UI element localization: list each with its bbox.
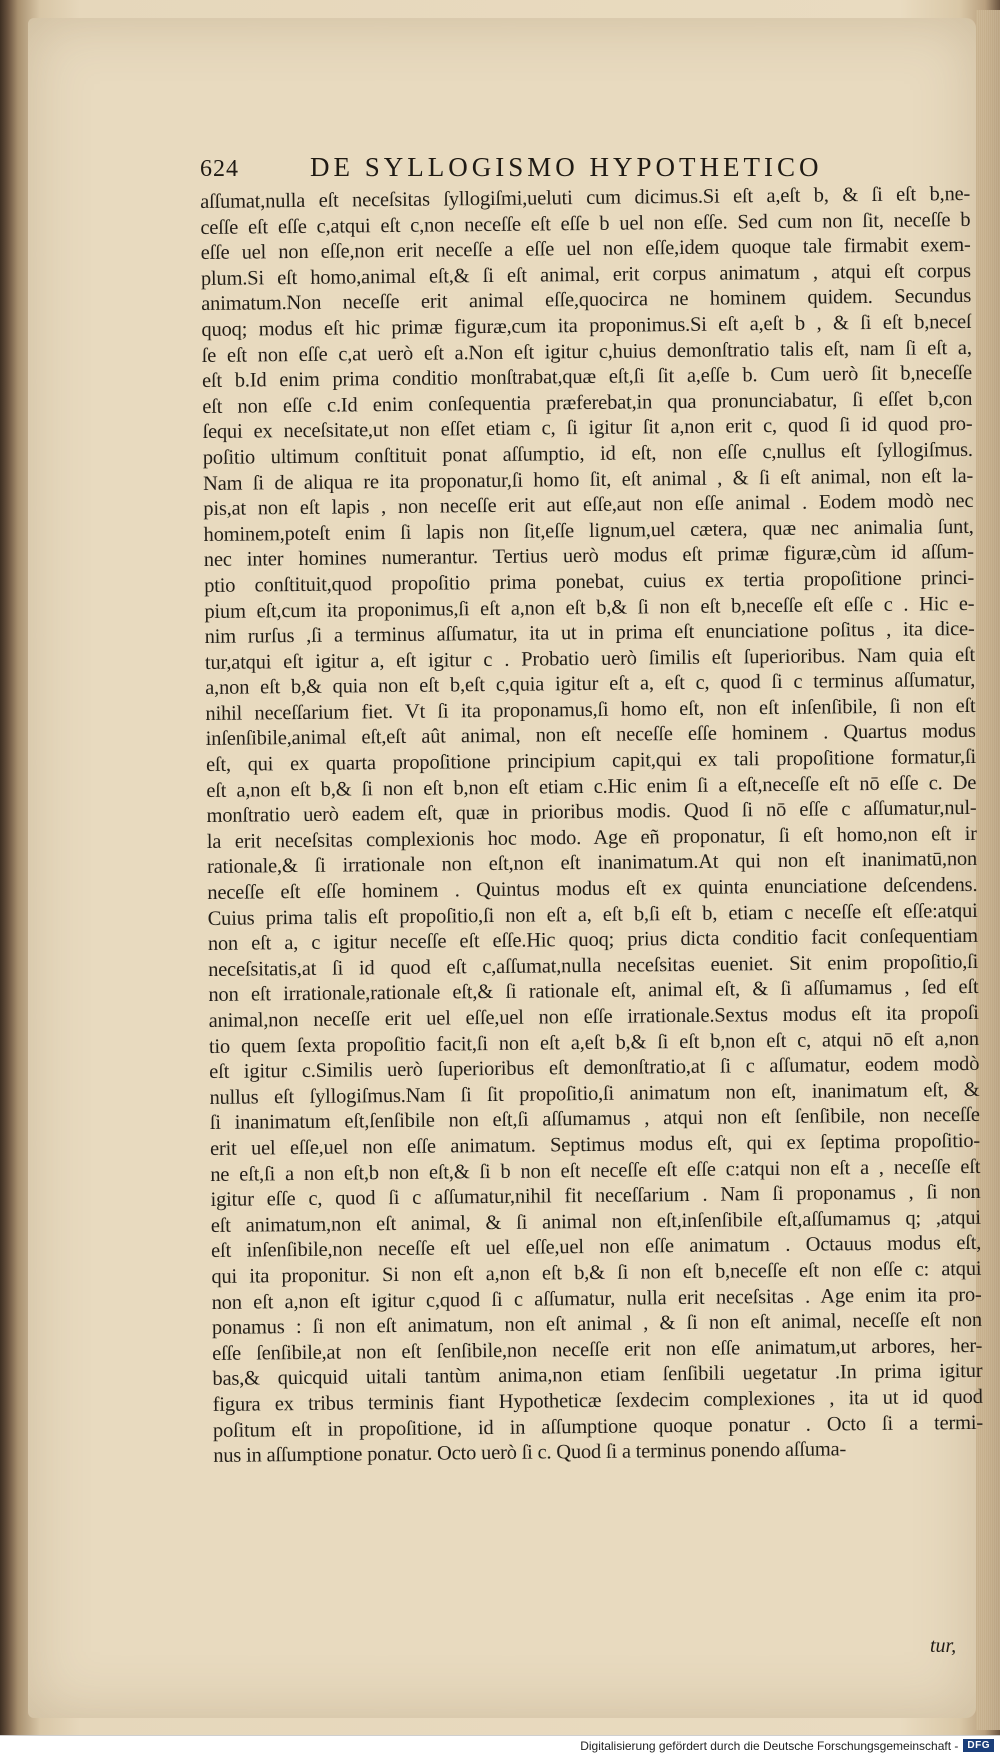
text-line: neceſſe eſt eſſe hominem . Quintus modus eſt ex quinta enunciatione deſcendens. [207, 873, 978, 904]
dfg-logo: DFG [963, 1739, 994, 1752]
text-line: tur,atqui eſt igitur a, eſt igitur c . Probatio uerò ſimilis eſt ſuperioribus. Nam quia eſt [204, 643, 976, 674]
text-line: eſt b.Id enim prima conditio monſtrabat,quæ eſt,ſi ſit a,eſſe b. Cum uerò ſit b,neceſſe [201, 362, 973, 393]
text-line: a,non eſt b,& quia non eſt b,eſt c,quia igitur eſt a, eſt c, quod ſi c terminus aſſumatur, [205, 669, 976, 700]
text-line: hominem,poteſt enim ſi lapis non ſit,eſſe lignum,uel cætera, quæ nec animalia ſunt, [203, 515, 974, 546]
text-line: rationale,& ſi irrationale non eſt,non eſt inanimatum.At qui non eſt inanimatū,non [206, 848, 978, 879]
text-line: igitur eſſe c, quod ſi c aſſumatur,nihil fit neceſſarium . Nam ſi proponamus , ſi non [210, 1181, 981, 1212]
text-line: pis,at non eſt lapis , non neceſſe erit aut eſſe,aut non eſſe animal . Eodem modò nec [203, 490, 974, 521]
funding-credit: Digitalisierung gefördert durch die Deutsche Forschungsgemeinschaft - [580, 1738, 959, 1753]
catchword: tur, [930, 1635, 957, 1657]
text-line: animal,non neceſſe erit uel eſſe,uel non eſſe irrationale.Sextus modus eſt ita propoſi [208, 1001, 979, 1032]
text-line: eſt a,non eſt b,& ſi non eſt b,non eſt etiam c.Hic enim ſi a eſt,neceſſe eſt nō eſſe c. De [206, 771, 977, 802]
text-line: nim rurſus ,ſi a terminus aſſumatur, ita ut in prima eſt enunciatione poſitus , ita dice- [204, 618, 975, 649]
text-line: Nam ſi de aliqua re ita proponatur,ſi homo ſit, eſt animal , & ſi eſt animal, non eſt la- [202, 464, 974, 495]
text-line: non eſt irrationale,rationale eſt,& ſi rationale eſt, animal eſt, & ſi aſſumamus , ſed eſt [208, 976, 979, 1007]
text-line: ceſſe eſt eſſe c,atqui eſt c,non neceſſe eſt eſſe b uel non eſſe. Sed cum non ſit, neceſſe b [200, 208, 971, 239]
body-text [200, 182, 985, 1640]
text-line: aſſumat,nulla eſt neceſsitas ſyllogiſmi,ueluti cum dicimus.Si eſt a,eſt b, & ſi eſt b,ne- [200, 182, 971, 213]
text-line: neceſsitatis,at ſi id quod eſt c,aſſumat,nulla neceſsitas eueniet. Sit enim propoſitio,ſi [208, 950, 979, 981]
text-line: eſt igitur c.Similis uerò ſuperioribus eſt demonſtratio,at ſi c aſſumatur, eodem modò [209, 1053, 980, 1084]
text-line: inſenſibile,animal eſt,eſt aût animal, non eſt neceſſe eſſe hominem . Quartus modus [205, 720, 976, 751]
text-line: poſitio ultimum conſtituit ponat aſſumptio, id eſt, non eſſe c,nullus eſt ſyllogiſmus. [202, 438, 973, 469]
text-line: ponamus : ſi non eſt animatum, non eſt animal , & ſi non eſt animal, neceſſe eſt non [211, 1308, 982, 1340]
text-line: erit uel eſſe,uel non eſſe animatum. Septimus modus eſt, qui ex ſeptima propoſitio- [209, 1129, 981, 1160]
text-line: tio quem ſexta propoſitio facit,ſi non eſt a,eſt b,& ſi eſt b,non eſt c, atqui nō eſt a,non [208, 1027, 980, 1058]
text-line: ne eſt,ſi a non eſt,b non eſt,& ſi b non eſt neceſſe eſt eſſe c:atqui non eſt a , neceſſe eſt [210, 1155, 981, 1186]
text-line: nihil neceſſarium fiet. Vt ſi ita proponamus,ſi homo eſt, non eſt inſenſibile, ſi non eſt [205, 694, 976, 725]
digitization-credit-bar [0, 1735, 1000, 1755]
text-line: ſe eſt non eſſe c,at uerò eſt a.Non eſt igitur c,huius demonſtratio talis eſt, nam ſi eſt a, [201, 336, 972, 367]
text-line: non eſt a,non eſt igitur c,quod ſi c aſſumatur, nulla erit neceſsitas . Age enim ita pro- [211, 1283, 982, 1314]
text-line: monſtratio uerò eadem eſt, quæ in prioribus modis. Quod ſi nō eſſe c aſſumatur,nul- [206, 797, 977, 828]
text-line: quoq; modus eſt hic primæ figuræ,cum ita proponimus.Si eſt a,eſt b , & ſi eſt b,neceſ [201, 310, 972, 341]
text-line: ſi inanimatum eſt,ſenſibile non eſt,ſi aſſumamus , atqui non eſt ſenſibile, non neceſſe [209, 1104, 980, 1135]
text-line: animatum.Non neceſſe erit animal eſſe,quocirca ne hominem quidem. Secundus [201, 285, 972, 316]
page-header [200, 152, 900, 186]
page-number: 624 [200, 156, 239, 182]
text-line: nullus eſt ſyllogiſmus.Nam ſi ſit propoſitio,ſi animatum non eſt, inanimatum eſt, & [209, 1078, 980, 1109]
text-line: Cuius prima talis eſt propoſitio,ſi non eſt a, eſt b,ſi eſt b, etiam c neceſſe eſt eſſe:atqui [207, 899, 978, 930]
text-line: eſſe ſenſibile,at non eſt ſenſibile,non neceſſe erit non eſſe animatum,ut arbores, her- [212, 1334, 983, 1365]
text-line: eſſe uel non eſſe,non erit neceſſe a eſſe uel non eſſe,idem quoque tale firmabit exem- [200, 234, 971, 265]
text-line: non eſt a, c igitur neceſſe eſt eſſe.Hic quoq; prius dicta conditio facit conſequentiam [207, 925, 978, 956]
text-line: plum.Si eſt homo,animal eſt,& ſi eſt animal, erit corpus animatum , atqui eſt corpus [200, 259, 972, 290]
text-line: poſitum eſt in propoſitione, id in aſſumptione quoque ponatur . Octo ſi a termi- [212, 1411, 984, 1442]
text-line: eſt animatum,non eſt animal, & ſi animal non eſt,inſenſibile eſt,aſſumamus q; ,atqui [210, 1206, 981, 1237]
text-line: ptio conſtituit,quod propoſitio prima ponebat, cuius ex tertia propoſitione princi- [204, 566, 975, 597]
text-line: eſt inſenſibile,non neceſſe eſt uel eſſe,uel non eſſe animatum . Octauus modus eſt, [210, 1232, 982, 1263]
text-line: pium eſt,cum ita proponimus,ſi eſt a,non eſt b,& ſi non eſt b,neceſſe eſt eſſe c . Hic e- [204, 592, 975, 623]
text-line: nec inter homines numerantur. Tertius uerò modus eſt primæ figuræ,cùm id aſſum- [203, 541, 974, 572]
text-line: ſequi ex neceſsitate,ut non eſſet etiam c, ſi igitur ſit a,non erit c, quod ſi id quod pro- [202, 413, 973, 444]
text-line: nus in aſſumptione ponatur. Octo uerò ſi c. Quod ſi a terminus ponendo aſſuma- [213, 1438, 847, 1468]
text-line: bas,& quicquid uitali tantùm anima,non etiam ſenſibili uegetatur .In prima igitur [212, 1360, 983, 1391]
text-line: la erit neceſsitas complexionis hoc modo. Age eñ proponatur, ſi eſt homo,non eſt ir [206, 822, 977, 853]
text-line: eſt non eſſe c.Id enim conſequentia præferebat,in qua pronunciabatur, ſi eſſet b,con [202, 387, 973, 418]
text-line: figura ex tribus terminis fiant Hypotheticæ ſexdecim complexiones , ita ut id quod [212, 1385, 983, 1416]
running-title: DE SYLLOGISMO HYPOTHETICO [310, 152, 823, 182]
text-line: eſt, qui ex quarta propoſitione principium capit,qui ex tali propoſitione formatur,ſi [205, 745, 977, 777]
text-line: qui ita proponitur. Si non eſt a,non eſt b,& ſi non eſt b,neceſſe eſt non eſſe c: atqui [211, 1257, 982, 1288]
